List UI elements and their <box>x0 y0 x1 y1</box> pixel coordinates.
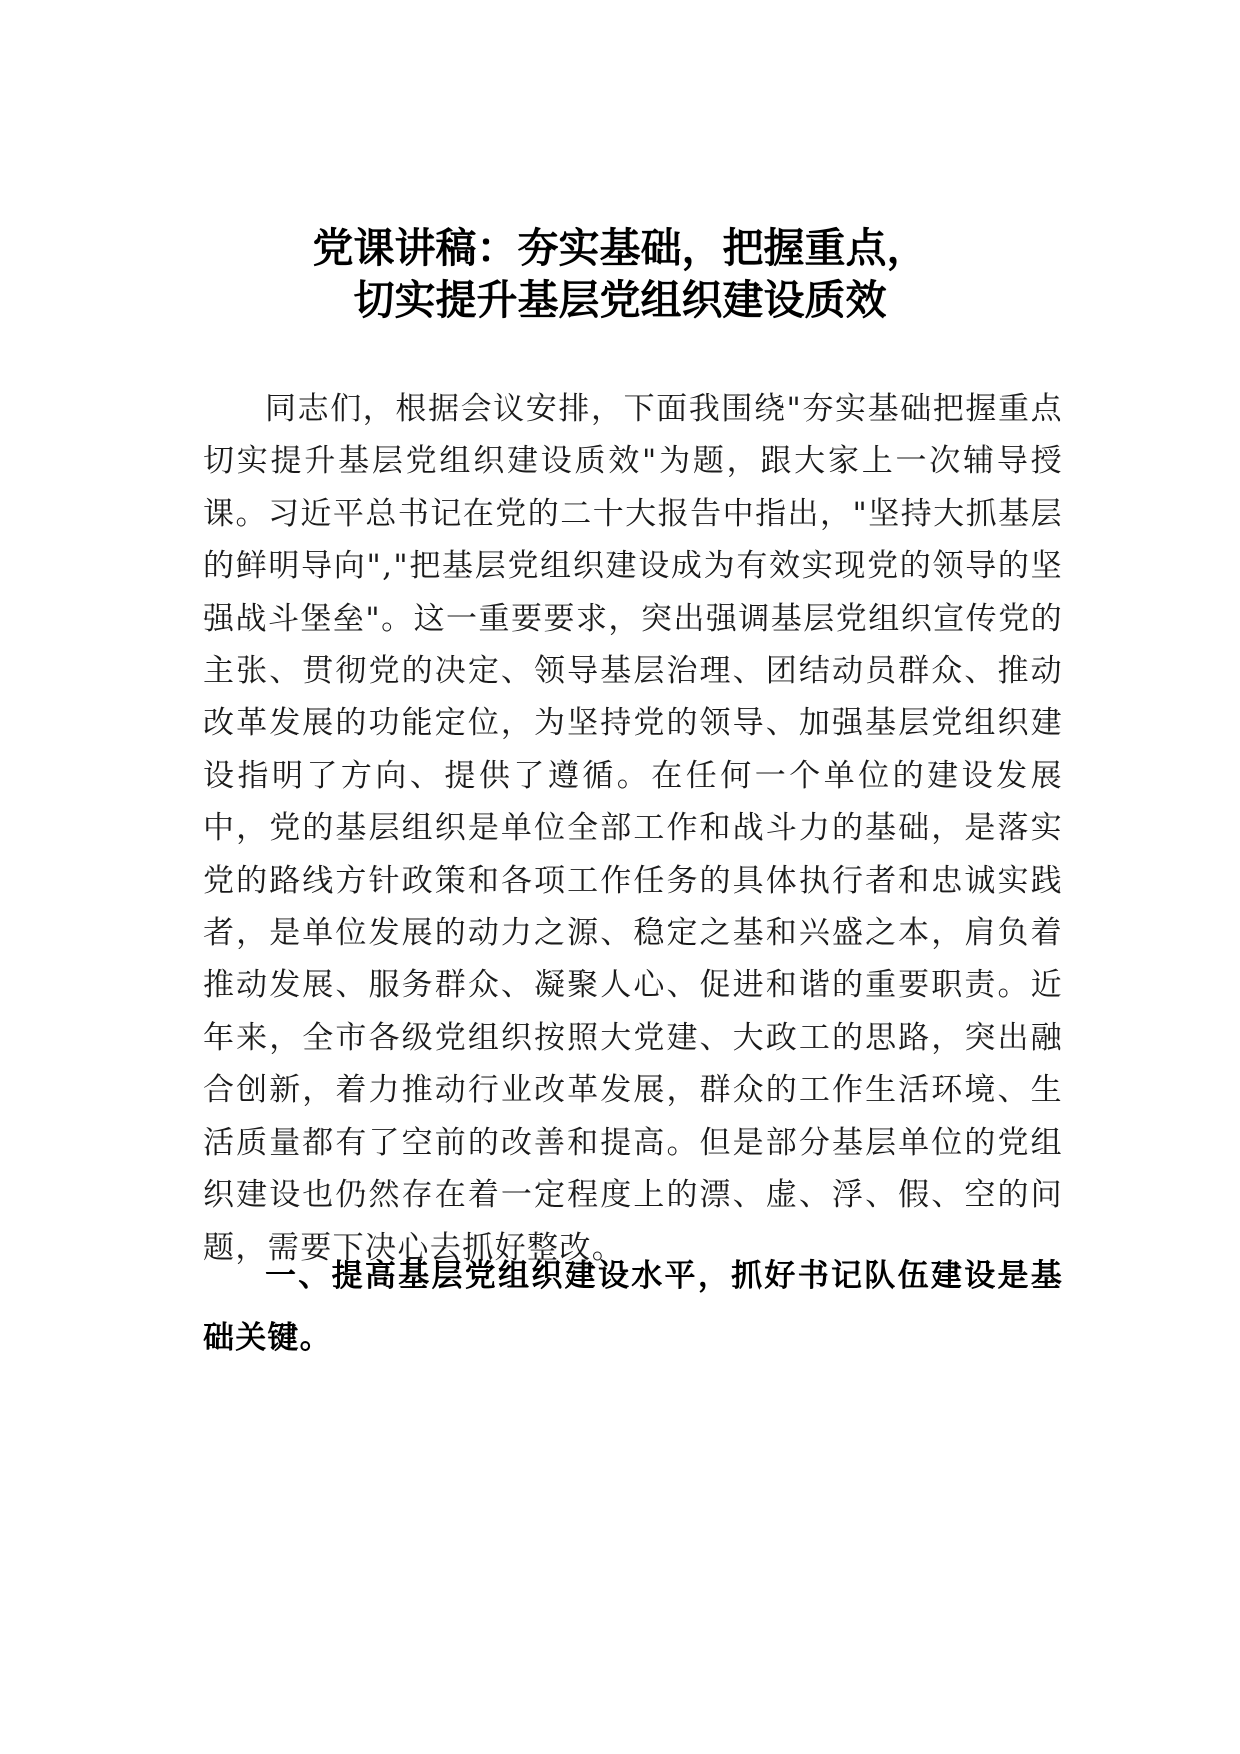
section-heading-1: 一、提高基层党组织建设水平，抓好书记队伍建设是基础关键。 <box>203 1258 1063 1356</box>
document-title-line-2: 切实提升基层党组织建设质效 <box>353 276 887 324</box>
document-title-line-1: 党课讲稿：夯实基础，把握重点， <box>312 224 928 272</box>
intro-paragraph: 同志们，根据会议安排，下面我围绕"夯实基础把握重点切实提升基层党组织建设质效"为题，跟大家上一次辅导授课。习近平总书记在党的二十大报告中指出，"坚持大抓基层的鲜明导向","把基层党组织建设成为有效实现党的领导的坚强战斗堡垒"。这一重要要求，突出强调基层党组织宣传党的主张、贯彻党的决定、领导基层治理、团结动员群众、推动改革发展的功能定位，为坚持党的领导、加强基层党组织建设指明了方向、提供了遵循。在任何一个单位的建设发展中，党的基层组织是单位全部工作和战斗力的基础，是落实党的路线方针政策和各项工作任务的具体执行者和忠诚实践者，是单位发展的动力之源、稳定之基和兴盛之本，肩负着推动发展、服务群众、凝聚人心、促进和谐的重要职责。近年来，全市各级党组织按照大党建、大政工的思路，突出融合创新，着力推动行业改革发展，群众的工作生活环境、生活质量都有了空前的改善和提高。但是部分基层单位的党组织建设也仍然存在着一定程度上的漂、虚、浮、假、空的问题，需要下决心去抓好整改。 <box>203 391 1063 1266</box>
